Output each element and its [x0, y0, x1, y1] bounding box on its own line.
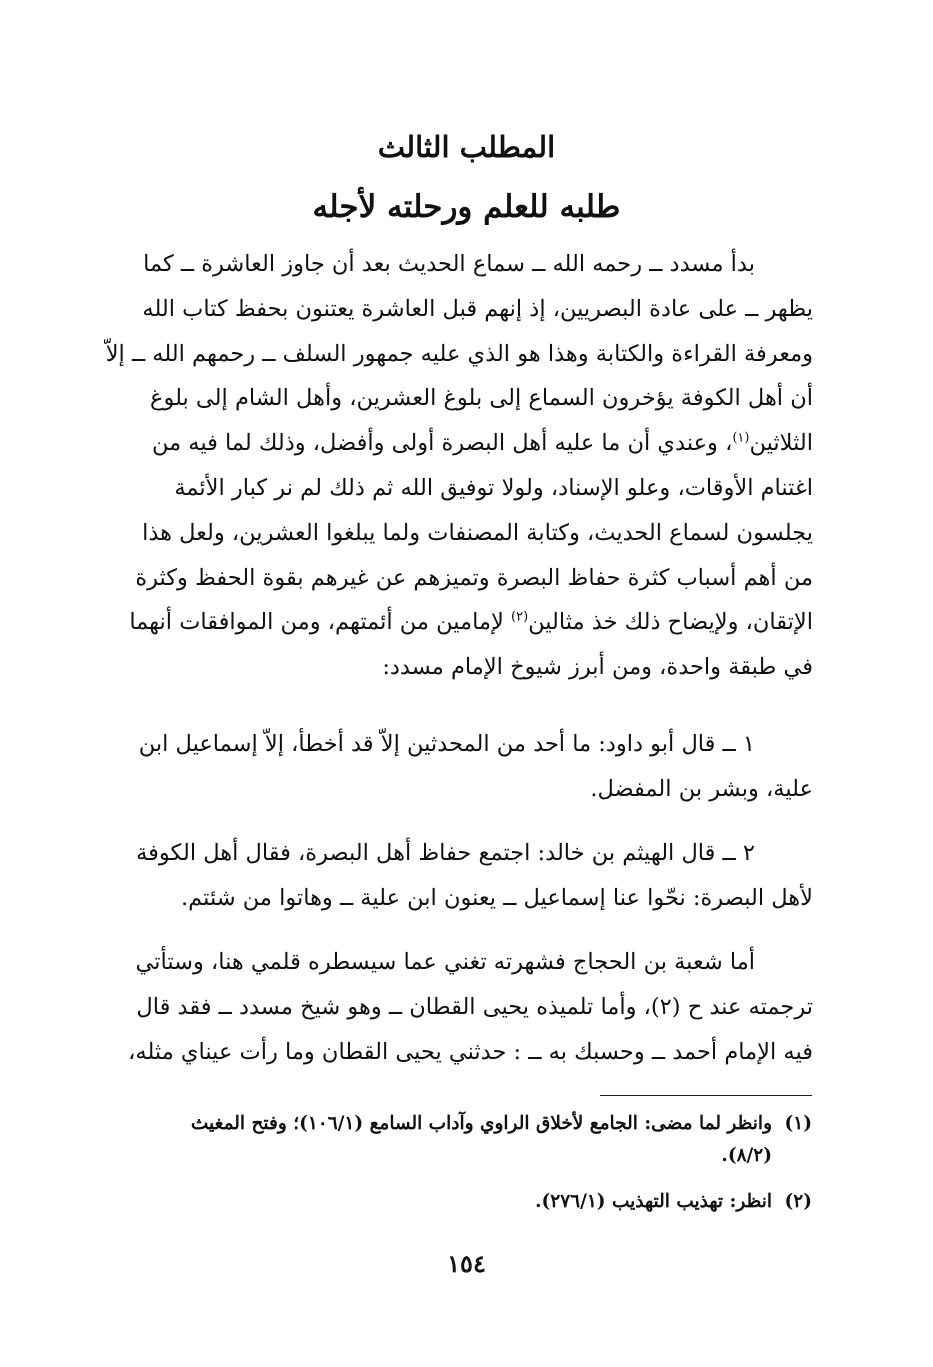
- text-line: ١ ــ قال أبو داود: ما أحد من المحدثين إلاّ قد أخطأ، إلاّ إسماعيل ابن: [138, 731, 755, 757]
- text-line: ترجمته عند ح (٢)، وأما تلميذه يحيى القطان ــ وهو شيخ مسدد ــ فقد قال: [136, 993, 813, 1020]
- text-line: في طبقة واحدة، ومن أبرز شيوخ الإمام مسدد:: [382, 654, 813, 681]
- text-line: ومعرفة القراءة والكتابة وهذا هو الذي عليه جمهور السلف ــ رحمهم الله ــ إلاّ: [105, 340, 813, 367]
- footnote-line: (٨/٢).: [721, 1145, 772, 1166]
- section-heading: المطلب الثالث: [377, 130, 556, 164]
- text-line: يجلسون لسماع الحديث، وكتابة المصنفات ولما يبلغوا العشرين، ولعل هذا: [142, 519, 813, 546]
- list-item-2: [78, 831, 813, 921]
- text-line: بدأ مسدد ــ رحمه الله ــ سماع الحديث بعد أن جاوز العاشرة ــ كما: [143, 251, 755, 277]
- footnote-divider: [600, 1095, 812, 1096]
- footnote-ref-1[interactable]: (١): [732, 430, 750, 446]
- text-line: من أهم أسباب كثرة حفاظ البصرة وتميزهم عن غيرهم بقوة الحفظ وكثرة: [135, 564, 813, 591]
- text-line: علية، وبشر بن المفضل.: [590, 775, 813, 802]
- section-title: طلبه للعلم ورحلته لأجله: [312, 189, 621, 225]
- intro-paragraph: [78, 242, 813, 690]
- footnote-ref-2[interactable]: (٢): [511, 609, 529, 625]
- text-line: فيه الإمام أحمد ــ وحسبك به ــ : حدثني يحيى القطان وما رأت عيناي مثله،: [128, 1038, 813, 1065]
- text-line: اغتنام الأوقات، وعلو الإسناد، ولولا توفيق الله ثم ذلك لم نر كبار الأئمة: [174, 474, 813, 501]
- text-line: ٢ ــ قال الهيثم بن خالد: اجتمع حفاظ أهل البصرة، فقال أهل الكوفة: [136, 840, 755, 866]
- text-line: لأهل البصرة: نحّوا عنا إسماعيل ــ يعنون ابن علية ــ وهاتوا من شئتم.: [181, 884, 813, 911]
- text-line: أن أهل الكوفة يؤخرون السماع إلى بلوغ العشرين، وأهل الشام إلى بلوغ: [150, 385, 813, 412]
- shuba-paragraph: [78, 940, 813, 1074]
- text-line: الإتقان، ولإيضاح ذلك خذ مثالين$^{(٢)}$ لإمامين من أئمتهم، ومن الموافقات أنهما: [129, 609, 813, 636]
- text-line: يظهر ــ على عادة البصريين، إذ إنهم قبل العاشرة يعتنون بحفظ كتاب الله: [142, 295, 813, 322]
- footnote-1: [84, 1108, 812, 1172]
- page-number: ١٥٤: [447, 1249, 486, 1278]
- text-line: الثلاثين$^{(١)}$، وعندي أن ما عليه أهل البصرة أولى وأفضل، وذلك لما فيه من: [151, 430, 813, 457]
- text-line: أما شعبة بن الحجاج فشهرته تغني عما سيسطره قلمي هنا، وستأتي: [135, 949, 755, 975]
- list-item-1: [78, 722, 813, 812]
- footnote-line: (٢)انظر: تهذيب التهذيب (٢٧٦/١).: [84, 1186, 812, 1218]
- footnote-2: [84, 1186, 812, 1218]
- footnote-line: (١)وانظر لما مضى: الجامع لأخلاق الراوي وآداب السامع (١٠٦/١)؛ وفتح المغيث: [84, 1108, 812, 1140]
- footnote-number: (١): [784, 1113, 812, 1134]
- footnote-number: (٢): [784, 1191, 812, 1212]
